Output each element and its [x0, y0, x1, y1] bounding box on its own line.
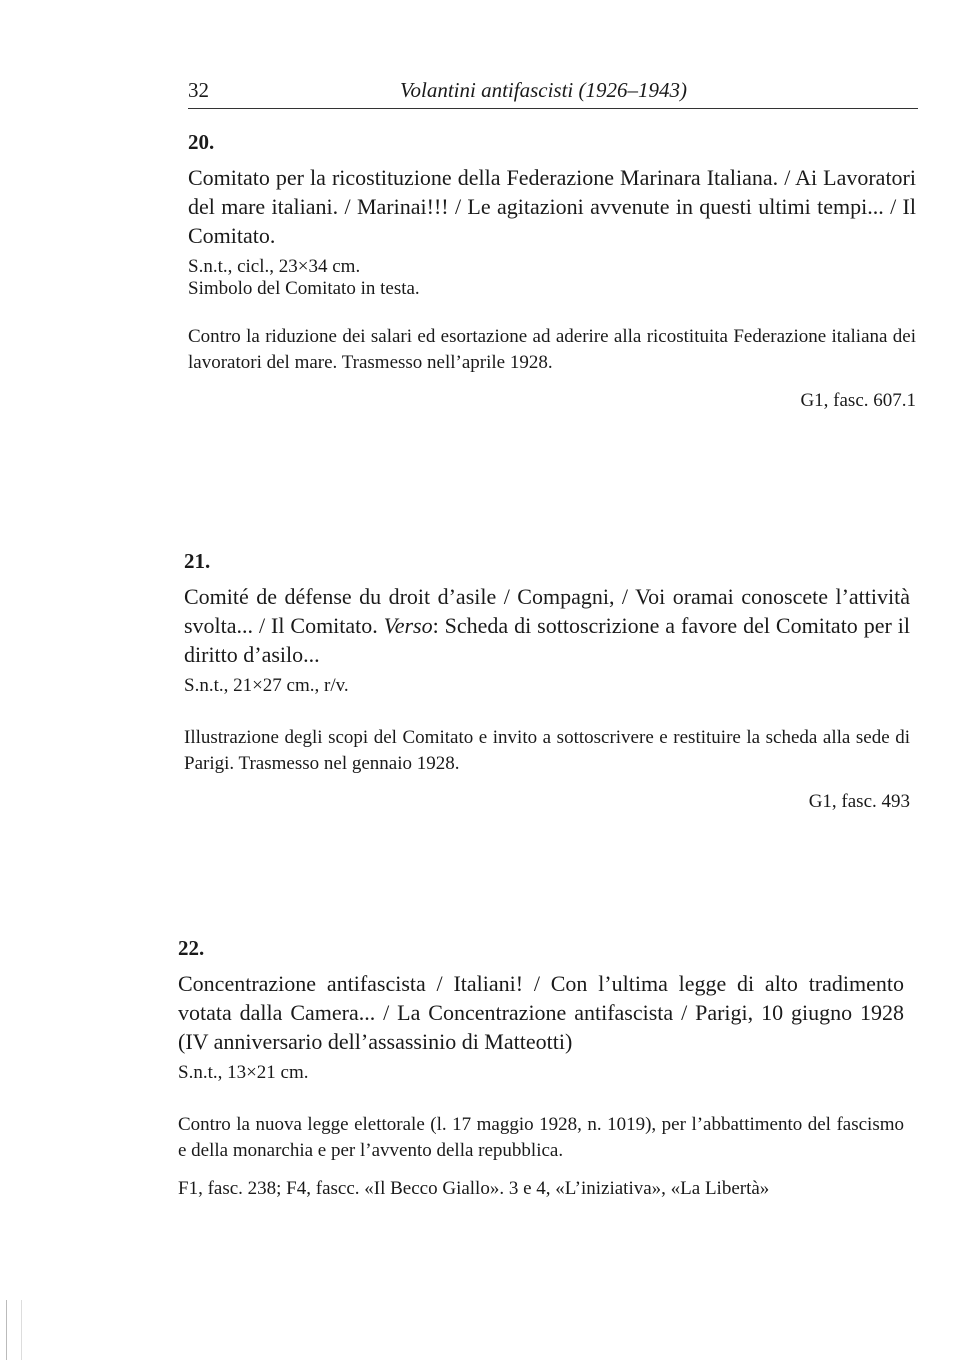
- entry-description: Concentrazione antifascista / Italiani! / Con l’ultima legge di alto tradimento votata dalla Camera... / La Concentrazione antifascista / Parigi, 10 giugno 1928 (IV anniversario dell’assassinio di Matteotti): [178, 971, 904, 1054]
- scan-margin-mark: [6, 1300, 22, 1360]
- description-text: Comité de défense du droit d’asile / Compagni, / Voi oramai conoscete l’attività svolta... / Il Comitato.: [184, 584, 910, 638]
- page-header: [188, 74, 918, 109]
- entry-description: Comitato per la ricostituzione della Federazione Marinara Italiana. / Ai Lavoratori del mare italiani. / Marinai!!! / Le agitazioni avvenute in questi ultimi tempi... / Il Comitato.: [188, 165, 916, 248]
- entry-summary: Contro la nuova legge elettorale (l. 17 maggio 1928, n. 1019), per l’abbattimento del fascismo e della monarchia e per l’avvento della repubblica.: [178, 1114, 904, 1161]
- entry-number: 22.: [178, 936, 205, 960]
- page-number: 32: [188, 78, 209, 102]
- entry-summary: Illustrazione degli scopi del Comitato e invito a sottoscrivere e restituire la scheda alla sede di Parigi. Trasmesso nel gennaio 1928.: [184, 727, 910, 774]
- verso-label: Verso: [383, 613, 433, 638]
- entry-reference: F1, fasc. 238; F4, fascc. «Il Becco Giallo». 3 e 4, «L’iniziativa», «La Libertà»: [178, 1178, 770, 1199]
- entry-physical-line: S.n.t., 13×21 cm.: [178, 1062, 309, 1083]
- entry-number: 21.: [184, 549, 211, 573]
- entry-physical-line: S.n.t., cicl., 23×34 cm.: [188, 256, 361, 277]
- entry-description: [184, 582, 910, 669]
- description-text: : Scheda di sottoscrizione a favore del Comitato per il diritto d’asilo...: [184, 613, 910, 667]
- entry-21: [184, 547, 910, 815]
- entry-20: [188, 128, 916, 414]
- entry-summary: Contro la riduzione dei salari ed esortazione ad aderire alla ricostituita Federazione italiana dei lavoratori del mare. Trasmesso nell’aprile 1928.: [188, 326, 916, 373]
- entry-reference: G1, fasc. 607.1: [800, 390, 916, 411]
- entry-number: 20.: [188, 130, 215, 154]
- entry-22: [178, 934, 904, 1202]
- entry-reference: G1, fasc. 493: [808, 791, 910, 812]
- entry-physical-line: Simbolo del Comitato in testa.: [188, 278, 420, 299]
- entry-physical-line: S.n.t., 21×27 cm., r/v.: [184, 675, 349, 696]
- running-title: Volantini antifascisti (1926–1943): [400, 78, 687, 102]
